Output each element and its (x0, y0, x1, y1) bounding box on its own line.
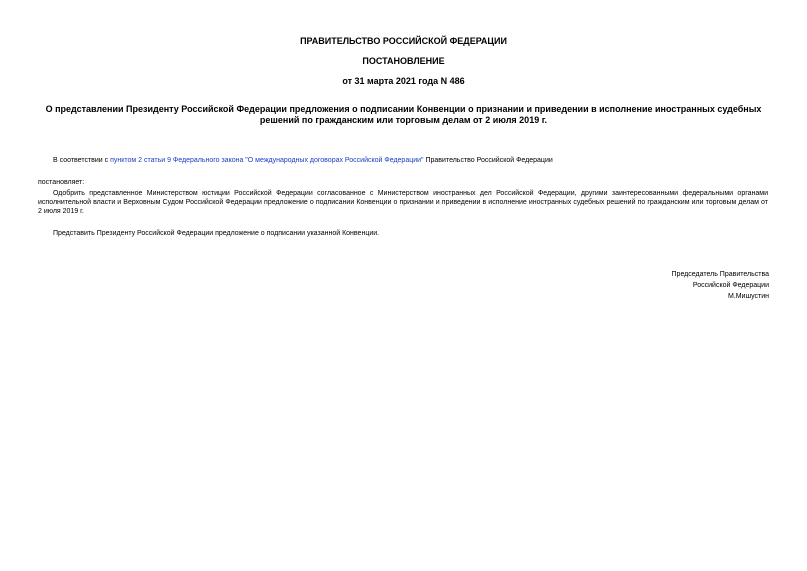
paragraph-present: Представить Президенту Российской Федерации предложение о подписании указанной Конвенции. (53, 230, 380, 237)
signature-name: М.Мишустин (727, 293, 769, 300)
issuing-authority: ПРАВИТЕЛЬСТВО РОССИЙСКОЙ ФЕДЕРАЦИИ (300, 36, 507, 46)
decree-word: постановляет: (38, 179, 85, 186)
preamble-prefix: В соответствии с (53, 157, 111, 164)
signature-title-line-2: Российской Федерации (692, 282, 769, 289)
document-subject-line-2: решений по гражданским или торговым делам от 2 июля 2019 г. (259, 115, 548, 125)
preamble-suffix: Правительство Российской Федерации (423, 157, 553, 164)
preamble (53, 156, 773, 165)
document-subject-line-1: О представлении Президенту Российской Федерации предложения о подписании Конвенции о признании и приведении в исполнение иностранных судебных (45, 104, 762, 114)
signature-title-line-1: Председатель Правительства (671, 271, 769, 278)
document-type: ПОСТАНОВЛЕНИЕ (362, 56, 445, 66)
document-date-number: от 31 марта 2021 года N 486 (342, 76, 465, 86)
law-reference-link[interactable]: пунктом 2 статьи 9 Федерального закона "О международных договорах Российской Федерации" (110, 157, 424, 164)
paragraph-approve: Одобрить представленное Министерством юстиции Российской Федерации согласованное с Министерством иностранных дел Российской Федерации, другими заинтересованными федеральными органами исполнительной власти и Верховным Судом Российской Федерации предложение о подписании Конвенции о признании и приведении в исполнение иностранных судебных решений по гражданским или торговым делам от 2 июля 2019 г. (38, 190, 768, 215)
